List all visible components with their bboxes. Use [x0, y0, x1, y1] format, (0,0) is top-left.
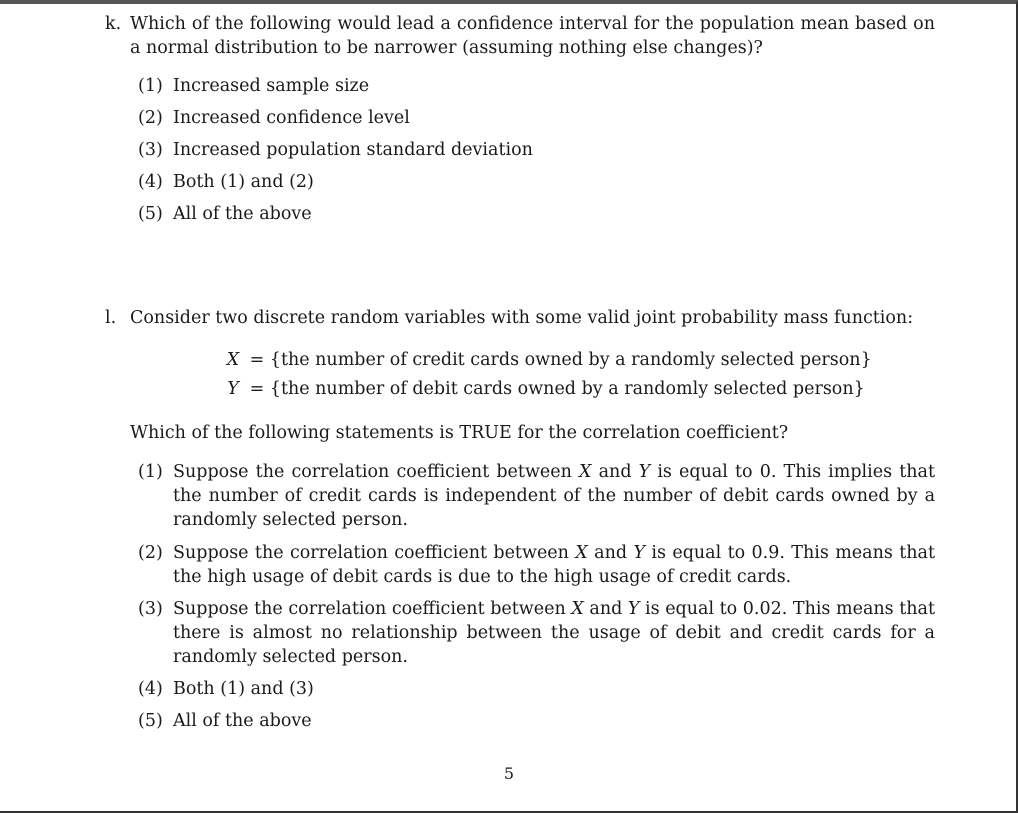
- question-l-prompt: Which of the following statements is TRUE for the correlation coefficient?: [130, 423, 789, 443]
- option-label: (5): [138, 204, 163, 224]
- definition-y-text: = {the number of debit cards owned by a randomly selected person}: [249, 379, 865, 399]
- option-k3: [138, 138, 935, 162]
- option-l3: [138, 597, 935, 669]
- option-text: Both (1) and (2): [173, 172, 314, 192]
- option-l4: [138, 677, 935, 701]
- option-label: (4): [138, 679, 163, 699]
- option-label: (5): [138, 711, 163, 731]
- option-text: Suppose the correlation coefficient between X and Y is equal to 0.02. This means that there is almost no relationship between the usage of debit and credit cards for a randomly selected person.: [173, 599, 935, 667]
- definition-x-text: = {the number of credit cards owned by a randomly selected person}: [249, 350, 872, 370]
- option-label: (4): [138, 172, 163, 192]
- option-text: Both (1) and (3): [173, 679, 314, 699]
- option-l2: [138, 541, 935, 589]
- option-text: Suppose the correlation coefficient between X and Y is equal to 0.9. This means that the high usage of debit cards is due to the high usage of credit cards.: [173, 543, 935, 587]
- variable-x: X: [226, 350, 240, 370]
- option-text: Increased sample size: [173, 76, 370, 96]
- option-label: (1): [138, 462, 163, 482]
- question-l: [105, 306, 935, 330]
- definition-y: [222, 377, 865, 401]
- option-label: (1): [138, 76, 163, 96]
- question-k-number: k.: [105, 14, 122, 34]
- option-text: Increased confidence level: [173, 108, 410, 128]
- page-number: 5: [503, 764, 515, 783]
- option-text: Increased population standard deviation: [173, 140, 533, 160]
- option-k5: [138, 202, 935, 226]
- question-l-stem: Consider two discrete random variables with some valid joint probability mass function:: [130, 308, 914, 328]
- option-k1: [138, 74, 935, 98]
- option-label: (2): [138, 108, 163, 128]
- question-k: [105, 12, 935, 60]
- definition-x: [222, 348, 872, 372]
- option-text: All of the above: [173, 204, 312, 224]
- option-k2: [138, 106, 935, 130]
- option-k4: [138, 170, 935, 194]
- option-l1: [138, 460, 935, 532]
- variable-y: Y: [227, 379, 239, 399]
- option-label: (3): [138, 599, 163, 619]
- question-k-stem: Which of the following would lead a confidence interval for the population mean based on a normal distribution to be narrower (assuming nothing else changes)?: [130, 14, 935, 58]
- option-label: (2): [138, 543, 163, 563]
- option-label: (3): [138, 140, 163, 160]
- option-text: Suppose the correlation coefficient between X and Y is equal to 0. This implies that the number of credit cards is independent of the number of debit cards owned by a randomly selected person.: [173, 462, 935, 530]
- option-text: All of the above: [173, 711, 312, 731]
- option-l5: [138, 709, 935, 733]
- question-l-number: l.: [105, 308, 117, 328]
